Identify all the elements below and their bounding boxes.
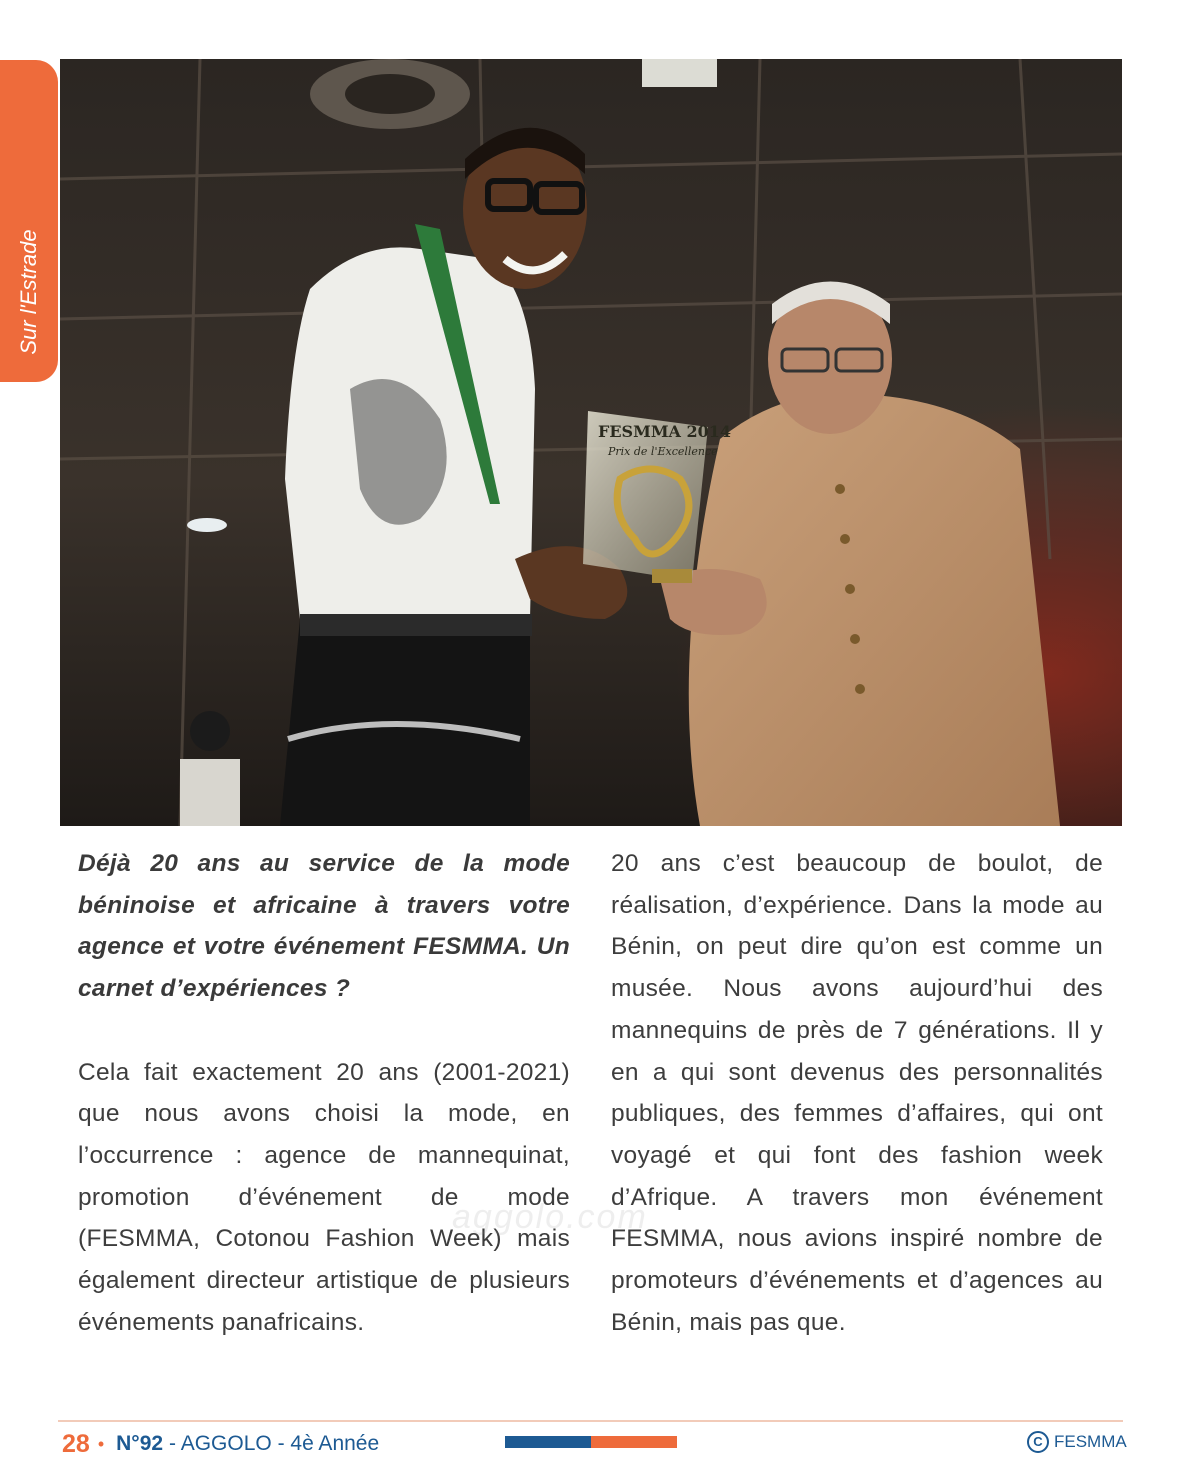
footer-bullet: •	[97, 1433, 105, 1454]
issue-number: N°92	[116, 1432, 164, 1455]
section-label: Sur l'Estrade	[16, 229, 41, 355]
interview-question: Déjà 20 ans au service de la mode béninoise et africaine à travers votre agence et votre événement FESMMA. Un carnet d’expériences ?	[78, 850, 570, 1003]
publication-name: - AGGOLO - 4è Année	[169, 1432, 380, 1455]
article-column-left	[78, 843, 570, 1343]
interview-answer-part2: 20 ans c’est beaucoup de boulot, de réalisation, d’expérience. Dans la mode au Bénin, on peut dire qu’on est comme un musée. Nous avons aujourd’hui des mannequins de près de 7 générations. Il y en a qui sont devenus des personnalités publiques, des femmes d’affaires, qui ont voyagé et qui font des fashion week d’Afrique. A travers mon événement FESMMA, nous avions inspiré nombre de promoteurs d’événements et d’agences au Bénin, mais pas que.	[611, 850, 1103, 1336]
copyright-icon: C	[1027, 1431, 1049, 1453]
award-photo	[60, 59, 1122, 826]
footer-bar-blue	[505, 1436, 591, 1448]
article-column-right	[611, 843, 1103, 1343]
interview-answer-part1: Cela fait exactement 20 ans (2001-2021) que nous avons choisi la mode, en l’occurrence : agence de mannequinat, promotion d’événement de mode (FESMMA, Cotonou Fashion Week) mais également directeur artistique de plusieurs événements panafricains.	[78, 1058, 570, 1336]
award-photo-illustration	[60, 59, 1122, 826]
photo-credit	[1027, 1431, 1127, 1453]
page-number: 28	[62, 1429, 90, 1458]
page-footer	[62, 1428, 379, 1460]
trophy-title: FESMMA 2014	[598, 422, 732, 441]
footer-bar-orange	[591, 1436, 677, 1448]
trophy-subtitle: Prix de l'Excellence	[608, 445, 718, 458]
footer-divider	[58, 1420, 1123, 1422]
photo-credit-text: FESMMA	[1054, 1432, 1127, 1451]
section-tab	[0, 60, 58, 382]
watermark: aggolo.com	[452, 1198, 648, 1236]
